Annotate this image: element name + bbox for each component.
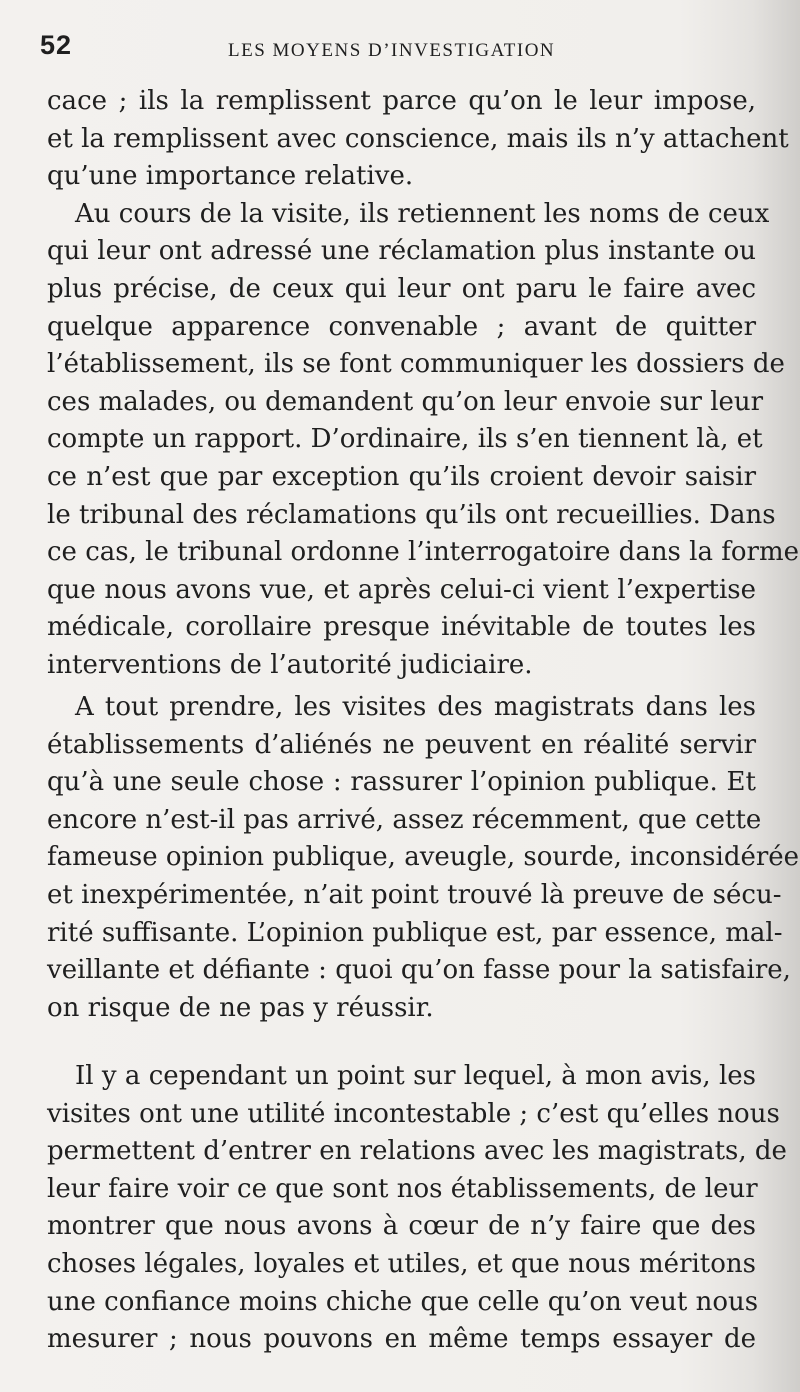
text-line: et la remplissent avec conscience, mais ils n’y attachent — [47, 123, 789, 154]
text-line: quelque apparence convenable ; avant de quitter — [47, 311, 756, 342]
text-line: compte un rapport. D’ordinaire, ils s’en tiennent là, et — [47, 424, 763, 455]
text-line: permettent d’entrer en relations avec les magistrats, de — [47, 1136, 787, 1167]
text-line: qu’à une seule chose : rassurer l’opinion publique. Et — [47, 767, 756, 798]
page-number: 52 — [40, 30, 73, 60]
text-line: montrer que nous avons à cœur de n’y faire que des — [47, 1211, 756, 1242]
text-line: veillante et défiante : quoi qu’on fasse pour la satisfaire, — [47, 955, 791, 986]
text-line: Il y a cependant un point sur lequel, à mon avis, les — [75, 1061, 756, 1091]
text-line: Au cours de la visite, ils retiennent les noms de ceux — [75, 198, 770, 229]
text-line: on risque de ne pas y réussir. — [47, 992, 434, 1023]
text-line: fameuse opinion publique, aveugle, sourde, inconsidérée — [47, 842, 800, 873]
text-line: mesurer ; nous pouvons en même temps essayer de — [47, 1324, 756, 1355]
text-line: cace ; ils la remplissent parce qu’on le leur impose, — [47, 86, 756, 116]
text-line: ces malades, ou demandent qu’on leur envoie sur leur — [47, 386, 764, 417]
text-line: choses légales, loyales et utiles, et que nous méritons — [47, 1248, 756, 1279]
text-block-1 — [47, 83, 799, 685]
text-line: médicale, corollaire presque inévitable de toutes les — [47, 612, 756, 643]
text-line: qu’une importance relative. — [47, 161, 414, 192]
text-line: établissements d’aliénés ne peuvent en réalité servir — [47, 729, 756, 760]
text-line: ce cas, le tribunal ordonne l’interrogatoire dans la forme — [47, 537, 799, 568]
running-title: LES MOYENS D’INVESTIGATION — [228, 40, 556, 61]
text-line: plus précise, de ceux qui leur ont paru le faire avec — [47, 273, 756, 304]
text-line: le tribunal des réclamations qu’ils ont recueillies. Dans — [47, 499, 776, 530]
text-line: rité suffisante. L’opinion publique est, par essence, mal- — [47, 917, 783, 948]
text-line: leur faire voir ce que sont nos établissements, de leur — [47, 1173, 758, 1204]
text-line: interventions de l’autorité judiciaire. — [47, 649, 533, 680]
text-line: qui leur ont adressé une réclamation plus instante ou — [47, 236, 756, 267]
text-line: que nous avons vue, et après celui-ci vient l’expertise — [47, 574, 756, 605]
text-line: encore n’est-il pas arrivé, assez récemment, que cette — [47, 804, 762, 835]
text-line: une confiance moins chiche que celle qu’on veut nous — [47, 1286, 759, 1317]
text-block-2 — [47, 689, 800, 1027]
text-block-3 — [47, 1058, 787, 1359]
text-line: et inexpérimentée, n’ait point trouvé là preuve de sécu- — [47, 879, 782, 910]
text-line: visites ont une utilité incontestable ; c’est qu’elles nous — [47, 1098, 780, 1129]
running-head — [40, 30, 740, 70]
text-line: l’établissement, ils se font communiquer les dossiers de — [47, 349, 785, 380]
text-line: A tout prendre, les visites des magistrats dans les — [75, 692, 756, 722]
text-line: ce n’est que par exception qu’ils croient devoir saisir — [47, 461, 756, 492]
